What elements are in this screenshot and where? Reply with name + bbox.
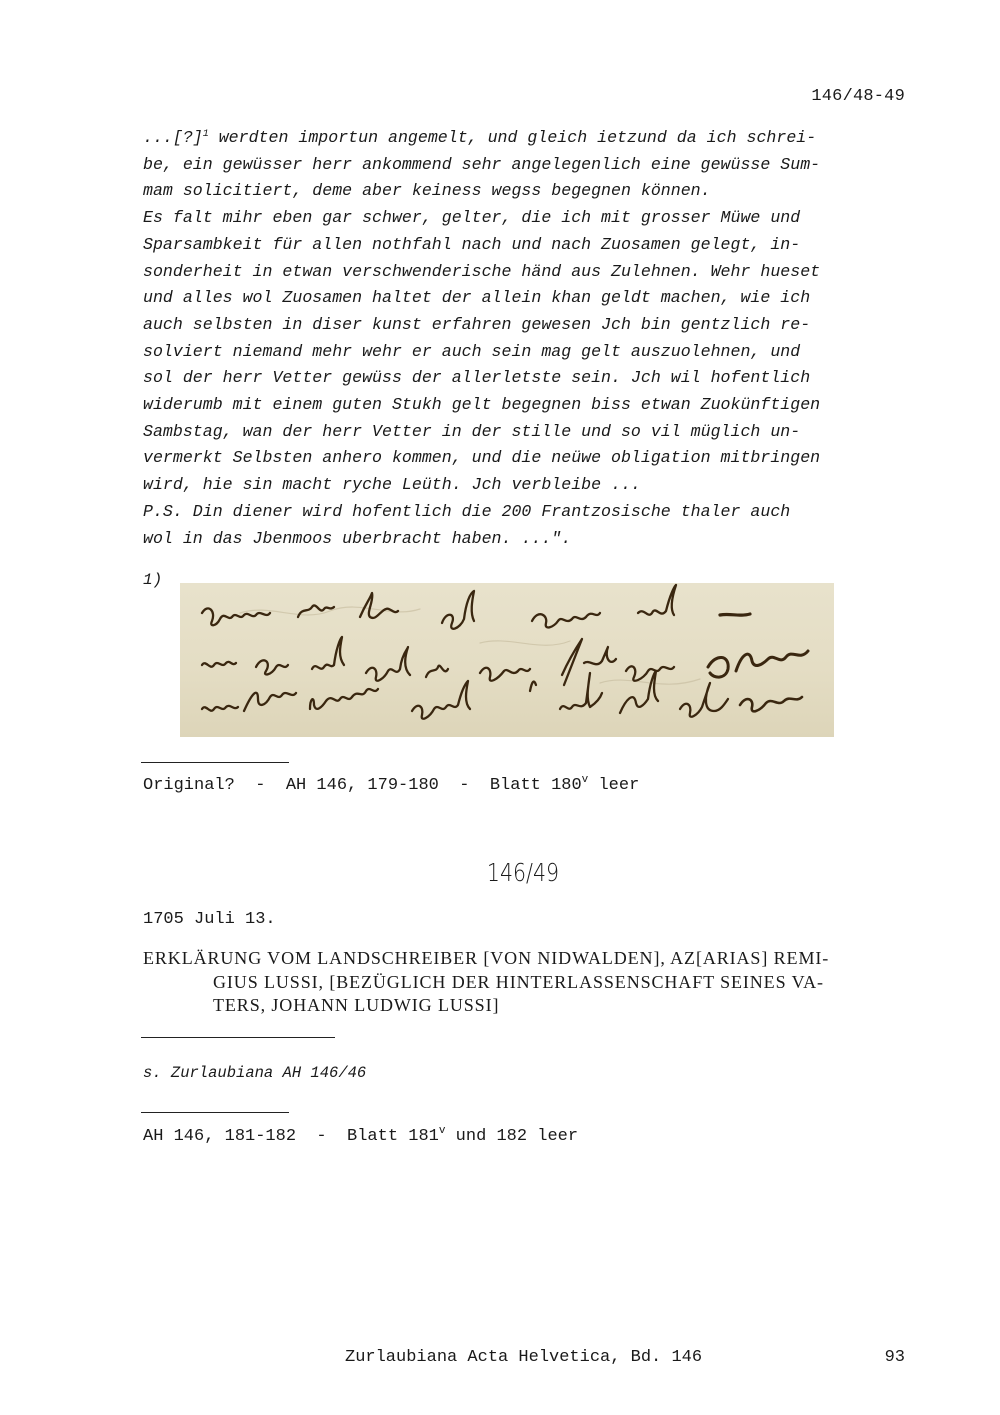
footnote-marker: 1) (143, 571, 163, 589)
letter-line: solviert niemand mehr wehr er auch sein mag gelt auszuolehnen, und (143, 341, 801, 361)
title-line: TERS, JOHANN LUDWIG LUSSI] (213, 995, 500, 1015)
letter-line: mam solicitiert, deme aber keiness wegss begegnen können. (143, 181, 711, 201)
manuscript-image (180, 583, 834, 737)
title-line: GIUS LUSSI, [BEZÜGLICH DER HINTERLASSENSCHAFT SEINES VA- (213, 971, 824, 992)
footnote-reference: 1 (202, 129, 209, 140)
handwriting-scribbles (180, 583, 834, 737)
source-line: Original? - AH 146, 179-180 - Blatt 180$^v$ leer (143, 774, 640, 795)
letter-excerpt (143, 125, 913, 552)
letter-line: und alles wol Zuosamen haltet der allein khan geldt machen, wie ich (143, 288, 811, 308)
letter-line: sol der herr Vetter gewüss der allerletste sein. Jch wil hofentlich (143, 368, 811, 388)
letter-line: Es falt mihr eben gar schwer, gelter, die ich mit grosser Müwe und (143, 208, 801, 228)
letter-line: wird, hie sin macht ryche Leüth. Jch verbleibe ... (143, 475, 641, 495)
reference-note: s. Zurlaubiana AH 146/46 (143, 1064, 367, 1082)
letter-opening-rest: werdten importun angemelt, und gleich ietzund da ich schrei- (208, 128, 817, 147)
letter-line: wol in das Jbenmoos uberbracht haben. ...". (143, 528, 572, 548)
letter-line: vermerkt Selbsten anhero kommen, und die neüwe obligation mitbringen (143, 448, 821, 468)
footer-publication: Zurlaubiana Acta Helvetica, Bd. 146 (345, 1348, 703, 1367)
letter-line: Sparsambkeit für allen nothfahl nach und nach Zuosamen gelegt, in- (143, 234, 801, 254)
letter-line: P.S. Din diener wird hofentlich die 200 Frantzosische thaler auch (143, 501, 791, 521)
letter-line: sonderheit in etwan verschwenderische händ aus Zulehnen. Wehr hueset (143, 261, 821, 281)
page-number: 93 (884, 1348, 905, 1367)
document-number: 146/49 (486, 858, 560, 887)
source-rule (141, 1112, 289, 1113)
letter-line: be, ein gewüsser herr ankommend sehr angelegenlich eine gewüsse Sum- (143, 154, 821, 174)
document-date: 1705 Juli 13. (143, 910, 276, 929)
footnote-rule (141, 762, 289, 763)
section-rule (141, 1037, 335, 1038)
letter-line: widerumb mit einem guten Stukh gelt begegnen biss etwan Zuokünftigen (143, 395, 821, 415)
source-line: AH 146, 181-182 - Blatt 181$^v$ und 182 leer (143, 1125, 579, 1146)
letter-line: Sambstag, wan der herr Vetter in der stille und so vil müglich un- (143, 421, 801, 441)
letter-line (143, 125, 913, 152)
letter-line: auch selbsten in diser kunst erfahren gewesen Jch bin gentzlich re- (143, 314, 811, 334)
document-reference: 146/48-49 (811, 87, 905, 106)
letter-opening: ...[?] (143, 128, 203, 147)
document-title (143, 947, 913, 1018)
title-line: ERKLÄRUNG VOM LANDSCHREIBER [VON NIDWALDEN], AZ[ARIAS] REMI- (143, 948, 830, 968)
